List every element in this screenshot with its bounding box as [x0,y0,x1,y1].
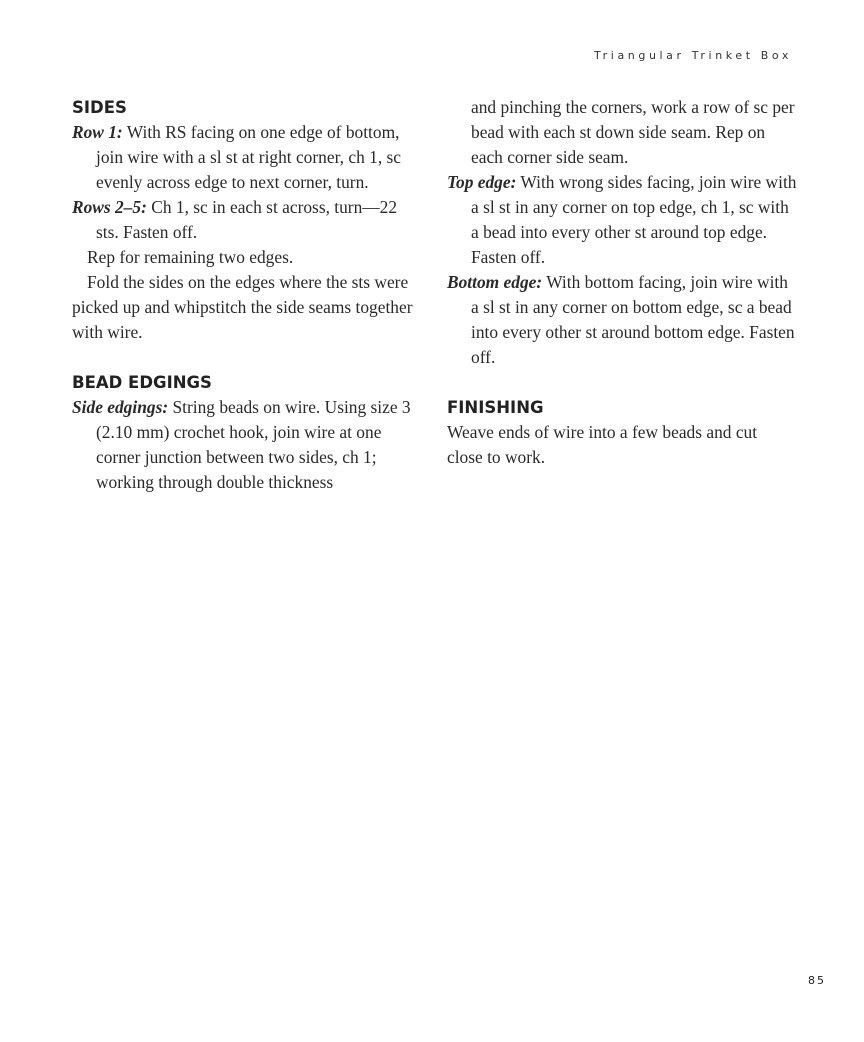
left-column [72,95,422,495]
side-edgings-instruction [72,395,422,495]
rows2-5-label: Rows 2–5: [72,197,147,217]
side-edgings-continued: and pinching the corners, work a row of sc per bead with each st down side seam. Rep on each corner side seam. [471,97,795,167]
side-edgings-label: Side edgings: [72,397,169,417]
running-head: Triangular Trinket Box [593,49,792,62]
top-edge-instruction [447,170,797,270]
bottom-edge-instruction [447,270,797,370]
row1-instruction [72,120,422,195]
top-edge-label: Top edge: [447,172,517,192]
bead-edgings-heading: BEAD EDGINGS [72,373,212,392]
row1-label: Row 1: [72,122,123,142]
top-edge-text: With wrong sides facing, join wire with a sl st in any corner on top edge, ch 1, sc with a bead into every other st around top edge. Fasten off. [471,172,797,267]
rows2-5-text: Ch 1, sc in each st across, turn—22 sts. Fasten off. [96,197,398,242]
sides-heading: SIDES [72,98,127,117]
fold-instruction: Fold the sides on the edges where the sts were picked up and whipstitch the side seams together with wire. [72,272,413,342]
finishing-heading: FINISHING [447,398,544,417]
bottom-edge-label: Bottom edge: [447,272,543,292]
row1-text: With RS facing on one edge of bottom, join wire with a sl st at right corner, ch 1, sc evenly across edge to next corner, turn. [96,122,402,192]
bottom-edge-text: With bottom facing, join wire with a sl st in any corner on bottom edge, sc a bead into every other st around bottom edge. Fasten off. [471,272,795,367]
right-column [447,95,797,470]
rows2-5-instruction [72,195,422,245]
side-edgings-text: String beads on wire. Using size 3 (2.10 mm) crochet hook, join wire at one corner junction between two sides, ch 1; working through double thickness [96,397,411,492]
finishing-text: Weave ends of wire into a few beads and cut close to work. [447,422,758,467]
page-number: 85 [808,974,826,987]
repeat-instruction: Rep for remaining two edges. [87,247,294,267]
